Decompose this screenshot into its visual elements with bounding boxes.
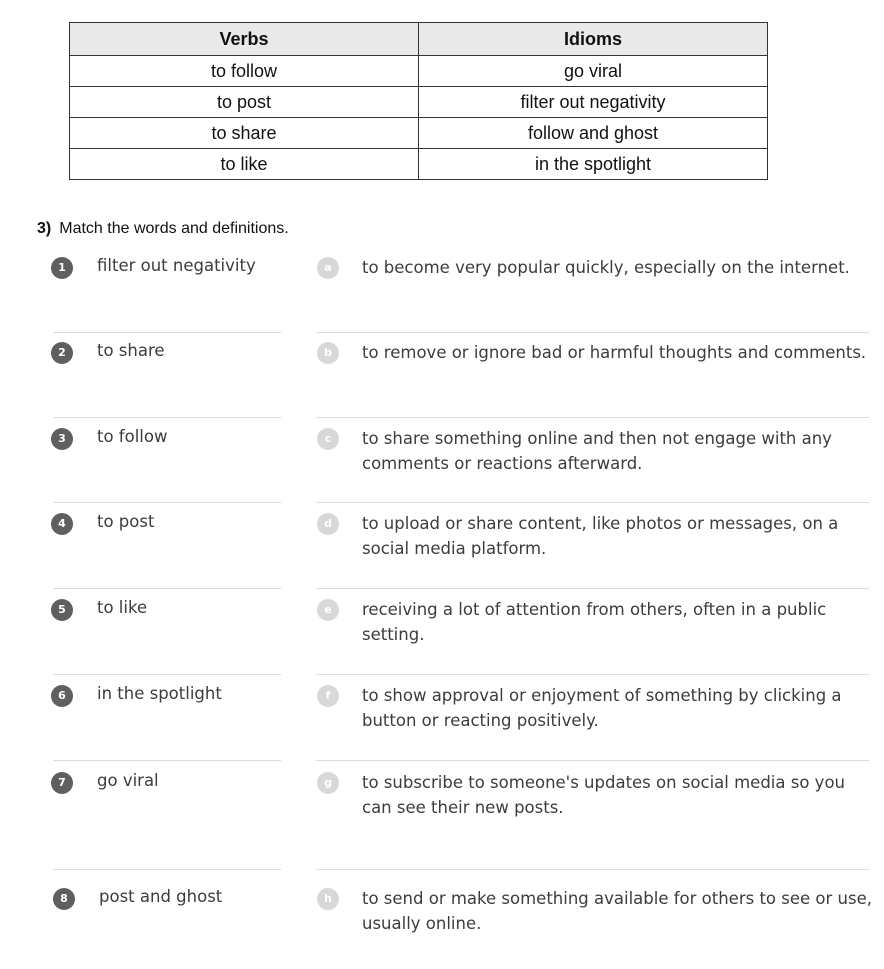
definition-letter-badge: a	[317, 257, 339, 279]
definition-divider	[316, 869, 869, 870]
definition-text: to send or make something available for others to see or use, usually online.	[362, 889, 872, 933]
term-text: to share	[97, 341, 165, 360]
term-text: in the spotlight	[97, 684, 222, 703]
term-number-badge: 5	[51, 599, 73, 621]
term-text: post and ghost	[99, 887, 223, 906]
term-divider	[53, 588, 281, 589]
table-cell-idiom: follow and ghost	[419, 118, 768, 149]
term-divider	[53, 869, 281, 870]
exercise-instruction: Match the words and definitions.	[59, 220, 289, 237]
definition-text: to share something online and then not engage with any comments or reactions afterward.	[362, 429, 832, 473]
definition-text: to remove or ignore bad or harmful thoughts and comments.	[362, 343, 867, 362]
table-cell-verb: to follow	[70, 56, 419, 87]
definition-text: receiving a lot of attention from others, often in a public setting.	[362, 600, 827, 644]
table-cell-idiom: filter out negativity	[419, 87, 768, 118]
term-number-badge: 2	[51, 342, 73, 364]
definition-divider	[316, 674, 869, 675]
term-number-badge: 8	[53, 888, 75, 910]
definition-divider	[316, 760, 869, 761]
term-divider	[53, 332, 281, 333]
table-cell-verb: to like	[70, 149, 419, 180]
term-number-badge: 4	[51, 513, 73, 535]
term-text: to like	[97, 598, 148, 617]
term-number-badge: 7	[51, 772, 73, 794]
column-header-verbs: Verbs	[70, 23, 419, 56]
definition-text: to show approval or enjoyment of something by clicking a button or reacting positively.	[362, 686, 842, 730]
term-number-badge: 1	[51, 257, 73, 279]
term-text: to follow	[97, 427, 168, 446]
term-number-badge: 6	[51, 685, 73, 707]
definition-letter-badge: f	[317, 685, 339, 707]
definition-divider	[316, 332, 869, 333]
term-text: to post	[97, 512, 155, 531]
term-text: go viral	[97, 771, 159, 790]
term-divider	[53, 760, 281, 761]
definition-divider	[316, 588, 869, 589]
definition-text: to upload or share content, like photos or messages, on a social media platform.	[362, 514, 839, 558]
term-text: filter out negativity	[97, 256, 256, 275]
definition-letter-badge: b	[317, 342, 339, 364]
definition-letter-badge: e	[317, 599, 339, 621]
definition-divider	[316, 417, 869, 418]
definition-letter-badge: d	[317, 513, 339, 535]
table-cell-idiom: go viral	[419, 56, 768, 87]
definition-text: to become very popular quickly, especially on the internet.	[362, 258, 850, 277]
definition-letter-badge: c	[317, 428, 339, 450]
table-cell-verb: to post	[70, 87, 419, 118]
term-divider	[53, 674, 281, 675]
table-cell-idiom: in the spotlight	[419, 149, 768, 180]
term-divider	[53, 502, 281, 503]
definition-divider	[316, 502, 869, 503]
term-divider	[53, 417, 281, 418]
definition-text: to subscribe to someone's updates on social media so you can see their new posts.	[362, 773, 846, 817]
column-header-idioms: Idioms	[419, 23, 768, 56]
definition-letter-badge: h	[317, 888, 339, 910]
definition-letter-badge: g	[317, 772, 339, 794]
table-cell-verb: to share	[70, 118, 419, 149]
exercise-number: 3)	[37, 220, 52, 237]
term-number-badge: 3	[51, 428, 73, 450]
